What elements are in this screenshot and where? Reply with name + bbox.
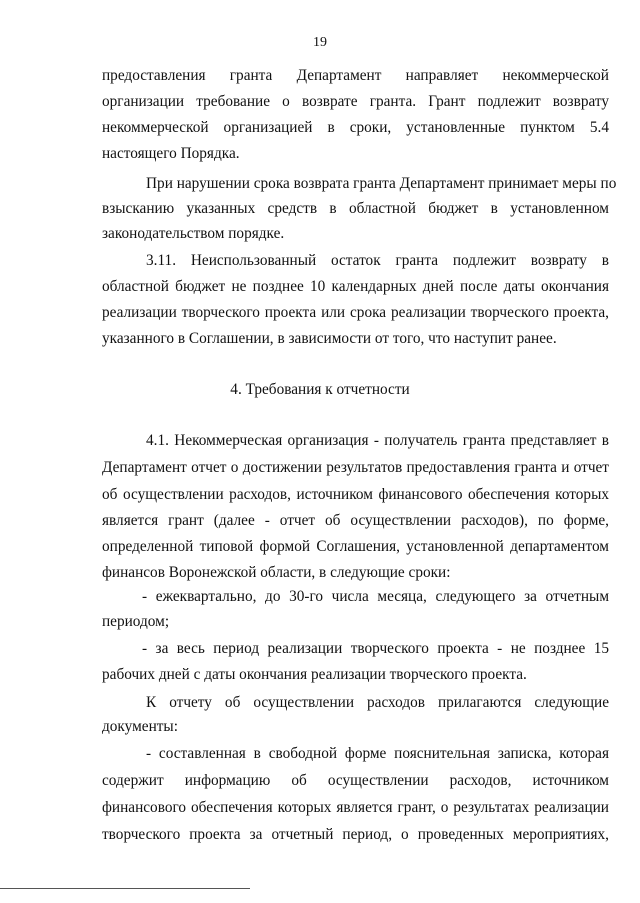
text-line: определенной типовой формой Соглашения, установленной департаментом <box>102 538 609 555</box>
text-line: творческого проекта за отчетный период, о проведенных мероприятиях, <box>102 826 609 843</box>
text-line: Департамент отчет о достижении результатов предоставления гранта и отчет <box>102 459 609 476</box>
text-line: указанного в Соглашении, в зависимости от того, что наступит ранее. <box>102 330 557 347</box>
section-heading: 4. Требования к отчетности <box>230 381 410 398</box>
text-line: организации требование о возврате гранта. Грант подлежит возврату <box>102 93 609 110</box>
text-line: областной бюджет не позднее 10 календарных дней после даты окончания <box>102 278 609 295</box>
text-line: 3.11. Неиспользованный остаток гранта подлежит возврату в <box>146 252 609 269</box>
list-item: - составленная в свободной форме пояснительная записка, которая <box>146 745 609 762</box>
text-line: об осуществлении расходов, источником финансового обеспечения которых <box>102 486 609 503</box>
text-line: При нарушении срока возврата гранта Департамент принимает меры по <box>146 175 617 192</box>
list-item: - за весь период реализации творческого проекта - не позднее 15 <box>142 640 609 657</box>
text-line: документы: <box>102 718 178 735</box>
text-line: настоящего Порядка. <box>102 145 240 162</box>
text-line: реализации творческого проекта или срока реализации творческого проекта, <box>102 304 609 321</box>
text-line: является грант (далее - отчет об осуществлении расходов), по форме, <box>102 512 609 529</box>
text-line: периодом; <box>102 613 170 630</box>
text-line: содержит информацию об осуществлении расходов, источником <box>102 772 609 789</box>
text-line: взысканию указанных средств в областной бюджет в установленном <box>102 200 609 217</box>
text-line: некоммерческой организацией в сроки, установленные пунктом 5.4 <box>102 119 609 136</box>
text-line: рабочих дней с даты окончания реализации творческого проекта. <box>102 666 527 683</box>
text-line: 4.1. Некоммерческая организация - получатель гранта представляет в <box>146 432 609 449</box>
text-line: финансов Воронежской области, в следующие сроки: <box>102 564 451 581</box>
text-line: финансового обеспечения которых является грант, о результатах реализации <box>102 799 609 816</box>
list-item: - ежеквартально, до 30-го числа месяца, следующего за отчетным <box>142 588 609 605</box>
page-number: 19 <box>313 35 327 50</box>
footer-rule <box>0 888 250 889</box>
text-line: предоставления гранта Департамент направляет некоммерческой <box>102 67 609 84</box>
text-line: К отчету об осуществлении расходов прилагаются следующие <box>146 694 609 711</box>
text-line: законодательством порядке. <box>102 225 285 242</box>
